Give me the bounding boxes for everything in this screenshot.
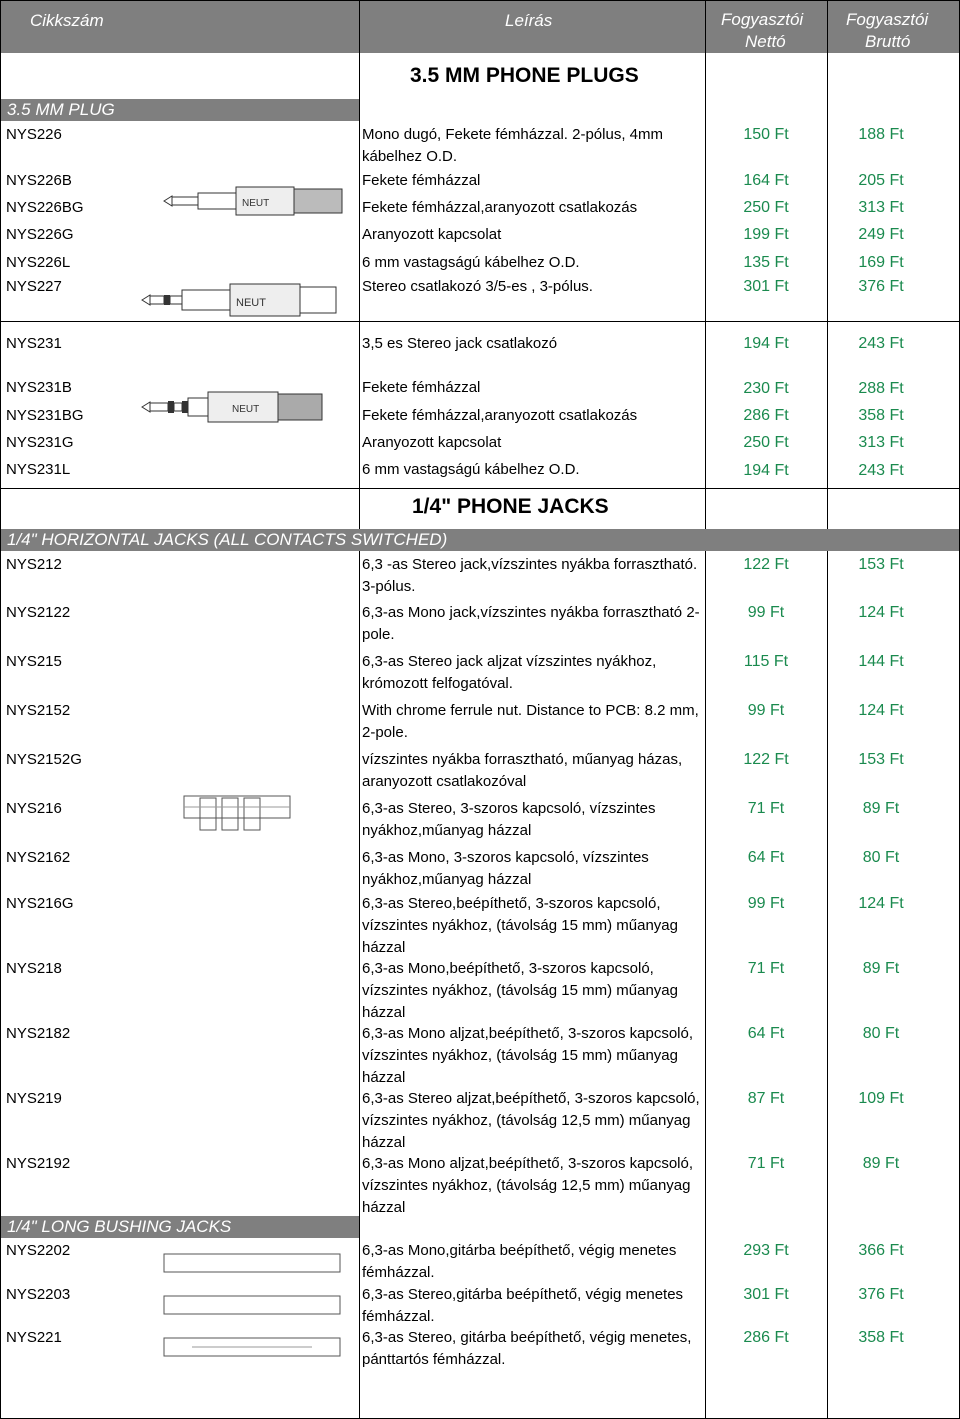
row-separator [0, 321, 960, 322]
product-description: Fekete fémházzal [362, 172, 481, 189]
price-net: 64 Ft [747, 849, 785, 866]
col-desc-header: Leírás [505, 11, 553, 30]
product-description: 6,3-as Mono aljzat,beépíthető, 3-szoros kapcsoló, vízszintes nyákhoz, (távolság 15 mm) műanyag házzal [362, 1025, 694, 1086]
price-gross: 89 Ft [862, 960, 900, 977]
price-gross: 144 Ft [858, 653, 904, 670]
price-gross: 243 Ft [858, 335, 904, 352]
svg-text:NEUT: NEUT [242, 198, 270, 209]
section-band-horizontal [1, 529, 959, 551]
product-description: Fekete fémházzal [362, 379, 481, 396]
price-net: 99 Ft [747, 604, 785, 621]
product-code: NYS2162 [6, 849, 71, 866]
product-description: 6,3-as Stereo, gitárba beépíthető, végig menetes, pánttartós fémházzal. [362, 1329, 692, 1368]
price-gross: 124 Ft [858, 702, 904, 719]
product-description: Fekete fémházzal,aranyozott csatlakozás [362, 407, 638, 424]
col-net-header-2: Nettó [745, 32, 786, 51]
price-net: 71 Ft [747, 800, 785, 817]
product-code: NYS231BG [6, 407, 84, 424]
price-net: 199 Ft [743, 226, 789, 243]
section-band-horizontal-label: 1/4" HORIZONTAL JACKS (ALL CONTACTS SWITCHED) [7, 530, 448, 549]
table-header [0, 0, 960, 53]
price-net: 286 Ft [743, 1329, 789, 1346]
price-gross: 109 Ft [858, 1090, 904, 1107]
product-description: 3,5 es Stereo jack csatlakozó [362, 335, 558, 352]
price-net: 71 Ft [747, 960, 785, 977]
price-gross: 124 Ft [858, 895, 904, 912]
price-net: 135 Ft [743, 254, 789, 271]
price-gross: 243 Ft [858, 462, 904, 479]
col-gross-header-1: Fogyasztói [846, 10, 929, 29]
product-code: NYS2152 [6, 702, 71, 719]
product-code: NYS2203 [6, 1286, 71, 1303]
col-net-header-1: Fogyasztói [721, 10, 804, 29]
price-net: 194 Ft [743, 335, 789, 352]
price-gross: 80 Ft [862, 1025, 900, 1042]
product-description: 6,3-as Mono,gitárba beépíthető, végig menetes fémházzal. [362, 1242, 677, 1281]
price-gross: 80 Ft [862, 849, 900, 866]
product-description: 6,3-as Stereo, 3-szoros kapcsoló, vízszintes nyákhoz,műanyag házzal [362, 800, 656, 839]
svg-text:NEUT: NEUT [232, 404, 260, 415]
product-code: NYS226L [6, 254, 71, 271]
stereo-plug-image [140, 282, 340, 318]
price-gross: 153 Ft [858, 556, 904, 573]
product-description: Mono dugó, Fekete fémházzal. 2-pólus, 4mm kábelhez O.D. [362, 126, 663, 165]
price-net: 122 Ft [743, 556, 789, 573]
product-code: NYS227 [6, 278, 62, 295]
product-description: 6,3-as Stereo,beépíthető, 3-szoros kapcsoló, vízszintes nyákhoz, (távolság 15 mm) műanyag házzal [362, 895, 678, 956]
product-code: NYS2202 [6, 1242, 71, 1259]
product-description: With chrome ferrule nut. Distance to PCB: 8.2 mm, 2-pole. [362, 702, 699, 741]
product-code: NYS219 [6, 1090, 62, 1107]
svg-text:NEUT: NEUT [236, 297, 266, 309]
section-band-bushing [1, 1216, 359, 1238]
price-gross: 376 Ft [858, 1286, 904, 1303]
product-code: NYS226 [6, 126, 62, 143]
price-gross: 366 Ft [858, 1242, 904, 1259]
product-description: 6,3-as Mono,beépíthető, 3-szoros kapcsoló, vízszintes nyákhoz, (távolság 15 mm) műanyag házzal [362, 960, 678, 1021]
horizontal-jack-image [180, 788, 295, 834]
product-description: 6,3-as Stereo,gitárba beépíthető, végig menetes fémházzal. [362, 1286, 684, 1325]
price-net: 87 Ft [747, 1090, 785, 1107]
price-net: 250 Ft [743, 434, 789, 451]
product-code: NYS221 [6, 1329, 62, 1346]
price-gross: 358 Ft [858, 1329, 904, 1346]
product-code: NYS2182 [6, 1025, 71, 1042]
section-band-plugs [1, 99, 359, 121]
price-net: 64 Ft [747, 1025, 785, 1042]
product-description: Stereo csatlakozó 3/5-es , 3-pólus. [362, 278, 593, 295]
product-description: Aranyozott kapcsolat [362, 434, 502, 451]
product-description: 6,3-as Mono aljzat,beépíthető, 3-szoros kapcsoló, vízszintes nyákhoz, (távolság 12,5 mm) műanyag házzal [362, 1155, 694, 1216]
product-code: NYS231 [6, 335, 62, 352]
price-gross: 124 Ft [858, 604, 904, 621]
long-bushing-jack-image [162, 1250, 352, 1390]
product-description: 6,3-as Mono, 3-szoros kapcsoló, vízszintes nyákhoz,műanyag házzal [362, 849, 649, 888]
section-title-plugs: 3.5 MM PHONE PLUGS [410, 64, 639, 87]
product-code: NYS218 [6, 960, 62, 977]
section-band-plugs-label: 3.5 MM PLUG [7, 100, 115, 119]
price-net: 150 Ft [743, 126, 789, 143]
price-gross: 358 Ft [858, 407, 904, 424]
price-net: 99 Ft [747, 895, 785, 912]
price-gross: 313 Ft [858, 434, 904, 451]
price-net: 194 Ft [743, 462, 789, 479]
price-gross: 89 Ft [862, 1155, 900, 1172]
product-description: Aranyozott kapcsolat [362, 226, 502, 243]
row-separator [0, 488, 960, 489]
price-net: 122 Ft [743, 751, 789, 768]
col-gross-header-2: Bruttó [865, 32, 911, 51]
product-code: NYS2122 [6, 604, 71, 621]
stereo-jack-plug-image [140, 390, 340, 424]
price-net: 293 Ft [743, 1242, 789, 1259]
price-net: 301 Ft [743, 1286, 789, 1303]
product-description: Fekete fémházzal,aranyozott csatlakozás [362, 199, 638, 216]
price-net: 164 Ft [743, 172, 789, 189]
col-divider-desc [359, 0, 360, 1419]
col-code-header: Cikkszám [30, 11, 104, 30]
price-net: 99 Ft [747, 702, 785, 719]
price-gross: 188 Ft [858, 126, 904, 143]
price-net: 71 Ft [747, 1155, 785, 1172]
price-gross: 249 Ft [858, 226, 904, 243]
product-code: NYS231L [6, 461, 71, 478]
product-code: NYS215 [6, 653, 62, 670]
price-gross: 376 Ft [858, 278, 904, 295]
product-code: NYS216G [6, 895, 74, 912]
price-gross: 153 Ft [858, 751, 904, 768]
price-net: 115 Ft [743, 653, 789, 670]
product-description: 6 mm vastagságú kábelhez O.D. [362, 254, 580, 271]
product-description: 6,3-as Stereo jack aljzat vízszintes nyákhoz, krómozott felfogatóval. [362, 653, 657, 692]
price-gross: 288 Ft [858, 380, 904, 397]
price-gross: 313 Ft [858, 199, 904, 216]
product-code: NYS216 [6, 800, 62, 817]
price-net: 230 Ft [743, 380, 789, 397]
product-description: 6,3 -as Stereo jack,vízszintes nyákba forrasztható. 3-pólus. [362, 556, 698, 595]
product-code: NYS231B [6, 379, 72, 396]
price-net: 250 Ft [743, 199, 789, 216]
price-net: 301 Ft [743, 278, 789, 295]
section-title-jacks: 1/4" PHONE JACKS [412, 495, 609, 518]
product-description: 6,3-as Stereo aljzat,beépíthető, 3-szoros kapcsoló, vízszintes nyákhoz, (távolság 12,5 mm) műanyag házzal [362, 1090, 700, 1151]
price-gross: 89 Ft [862, 800, 900, 817]
product-code: NYS2192 [6, 1155, 71, 1172]
product-description: vízszintes nyákba forrasztható, műanyag házas, aranyozott csatlakozóval [362, 751, 683, 790]
mono-plug-image [162, 184, 352, 218]
product-code: NYS226BG [6, 199, 84, 216]
price-gross: 169 Ft [858, 254, 904, 271]
product-code: NYS226B [6, 172, 72, 189]
product-description: 6,3-as Mono jack,vízszintes nyákba forrasztható 2-pole. [362, 604, 700, 643]
product-code: NYS231G [6, 434, 74, 451]
price-net: 286 Ft [743, 407, 789, 424]
product-code: NYS2152G [6, 751, 82, 768]
section-band-bushing-label: 1/4" LONG BUSHING JACKS [7, 1217, 232, 1236]
product-code: NYS212 [6, 556, 62, 573]
product-description: 6 mm vastagságú kábelhez O.D. [362, 461, 580, 478]
price-gross: 205 Ft [858, 172, 904, 189]
product-code: NYS226G [6, 226, 74, 243]
